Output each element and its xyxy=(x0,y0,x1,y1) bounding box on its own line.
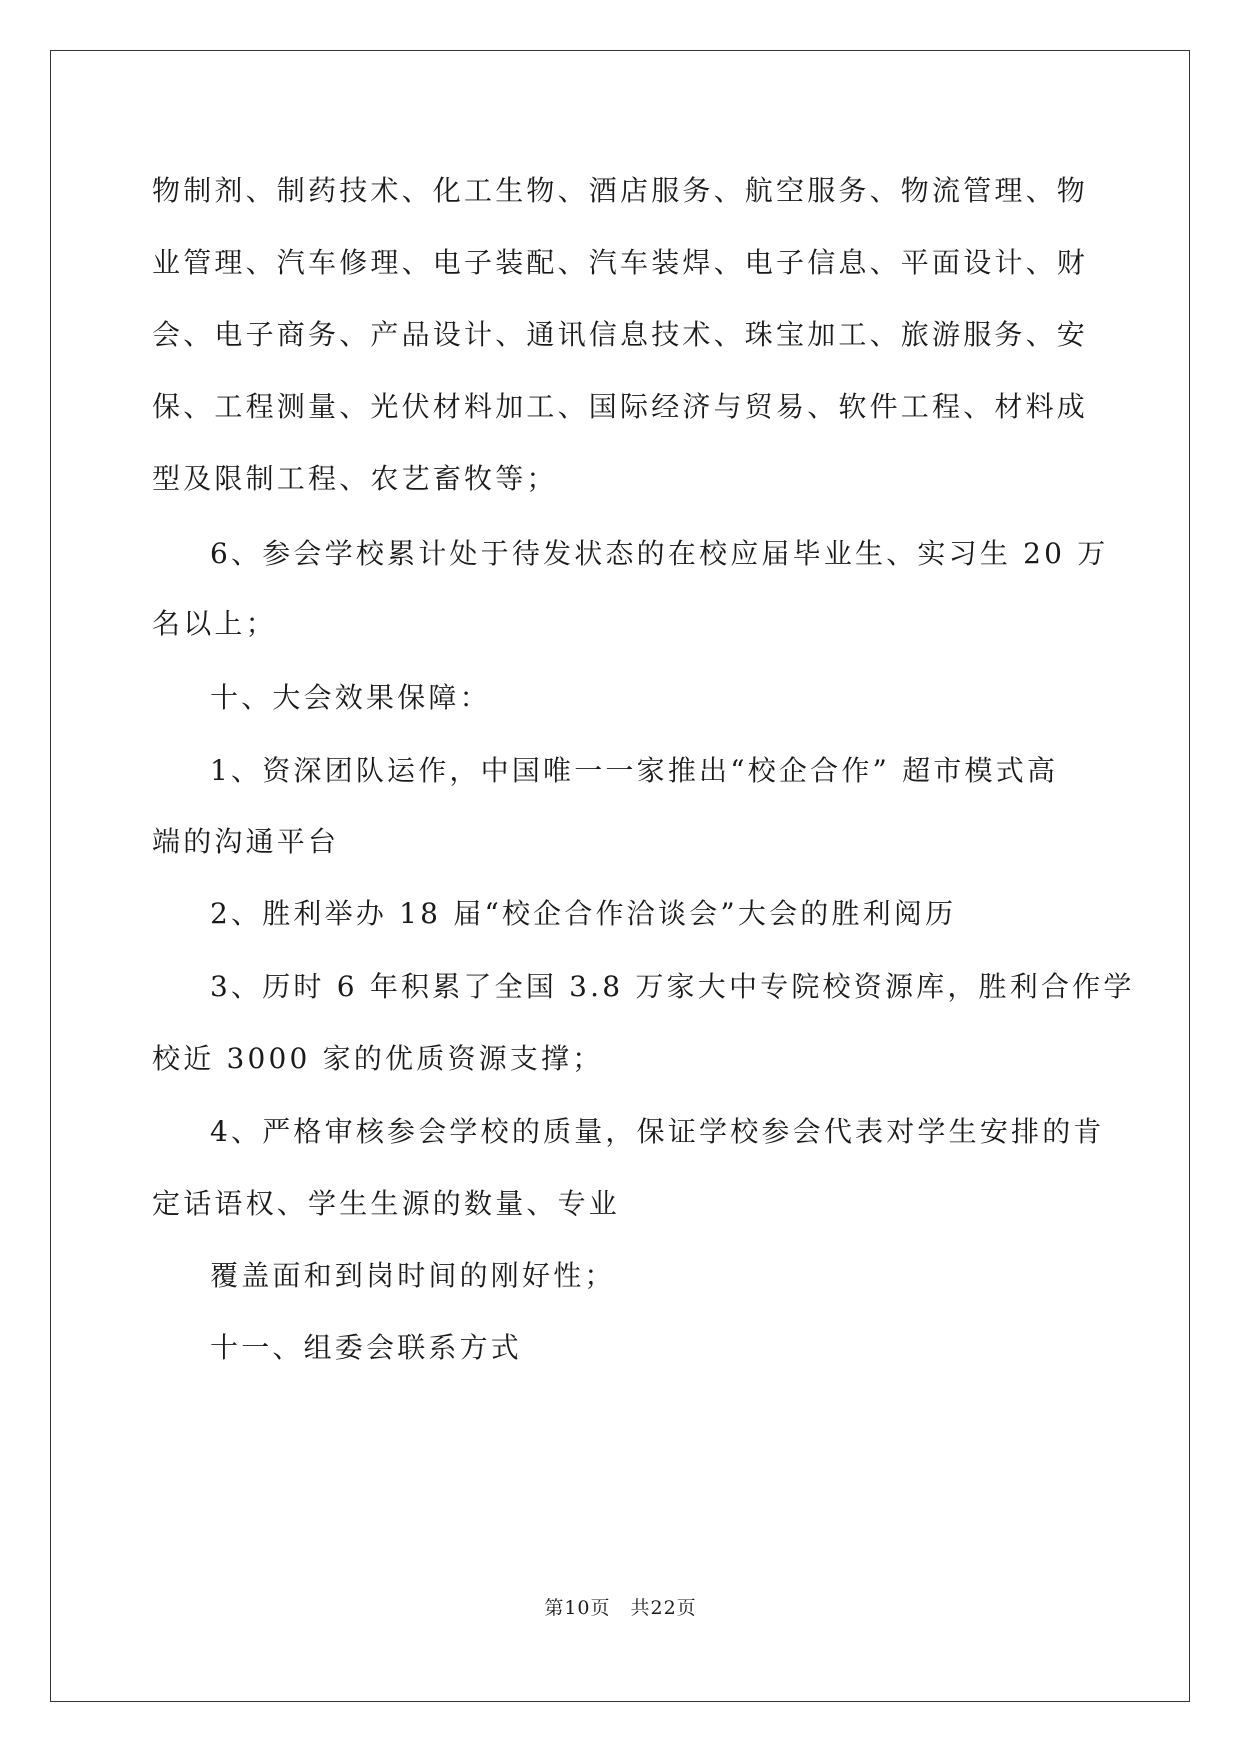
body-line: 物制剂、制药技术、化工生物、酒店服务、航空服务、物流管理、物 xyxy=(152,174,1089,207)
section-heading: 十、大会效果保障： xyxy=(210,681,491,714)
body-line: 定话语权、学生生源的数量、专业 xyxy=(152,1187,621,1220)
page-border xyxy=(50,50,1190,1702)
body-line: 2、胜利举办 18 届“校企合作洽谈会”大会的胜利阅历 xyxy=(210,897,957,930)
page-footer xyxy=(0,1596,1241,1620)
body-line: 3、历时 6 年积累了全国 3.8 万家大中专院校资源库，胜利合作学 xyxy=(210,970,1135,1003)
body-line: 名以上； xyxy=(152,607,277,640)
body-line: 会、电子商务、产品设计、通讯信息技术、珠宝加工、旅游服务、安 xyxy=(152,318,1089,351)
body-line: 端的沟通平台 xyxy=(152,825,340,858)
body-line: 覆盖面和到岗时间的刚好性； xyxy=(210,1259,616,1292)
body-line: 4、严格审核参会学校的质量，保证学校参会代表对学生安排的肯 xyxy=(210,1115,1105,1148)
body-line: 业管理、汽车修理、电子装配、汽车装焊、电子信息、平面设计、财 xyxy=(152,246,1089,279)
body-line: 保、工程测量、光伏材料加工、国际经济与贸易、软件工程、材料成 xyxy=(152,390,1089,423)
body-line: 校近 3000 家的优质资源支撑； xyxy=(152,1042,604,1075)
body-line: 1、资深团队运作，中国唯一一家推出“校企合作” 超市模式高 xyxy=(210,754,1059,787)
body-line: 6、参会学校累计处于待发状态的在校应届毕业生、实习生 20 万 xyxy=(210,537,1109,570)
body-line: 型及限制工程、农艺畜牧等； xyxy=(152,462,558,495)
page-total: 共22页 xyxy=(630,1597,697,1619)
section-heading: 十一、组委会联系方式 xyxy=(210,1331,523,1364)
page-number: 第10页 xyxy=(544,1597,611,1619)
